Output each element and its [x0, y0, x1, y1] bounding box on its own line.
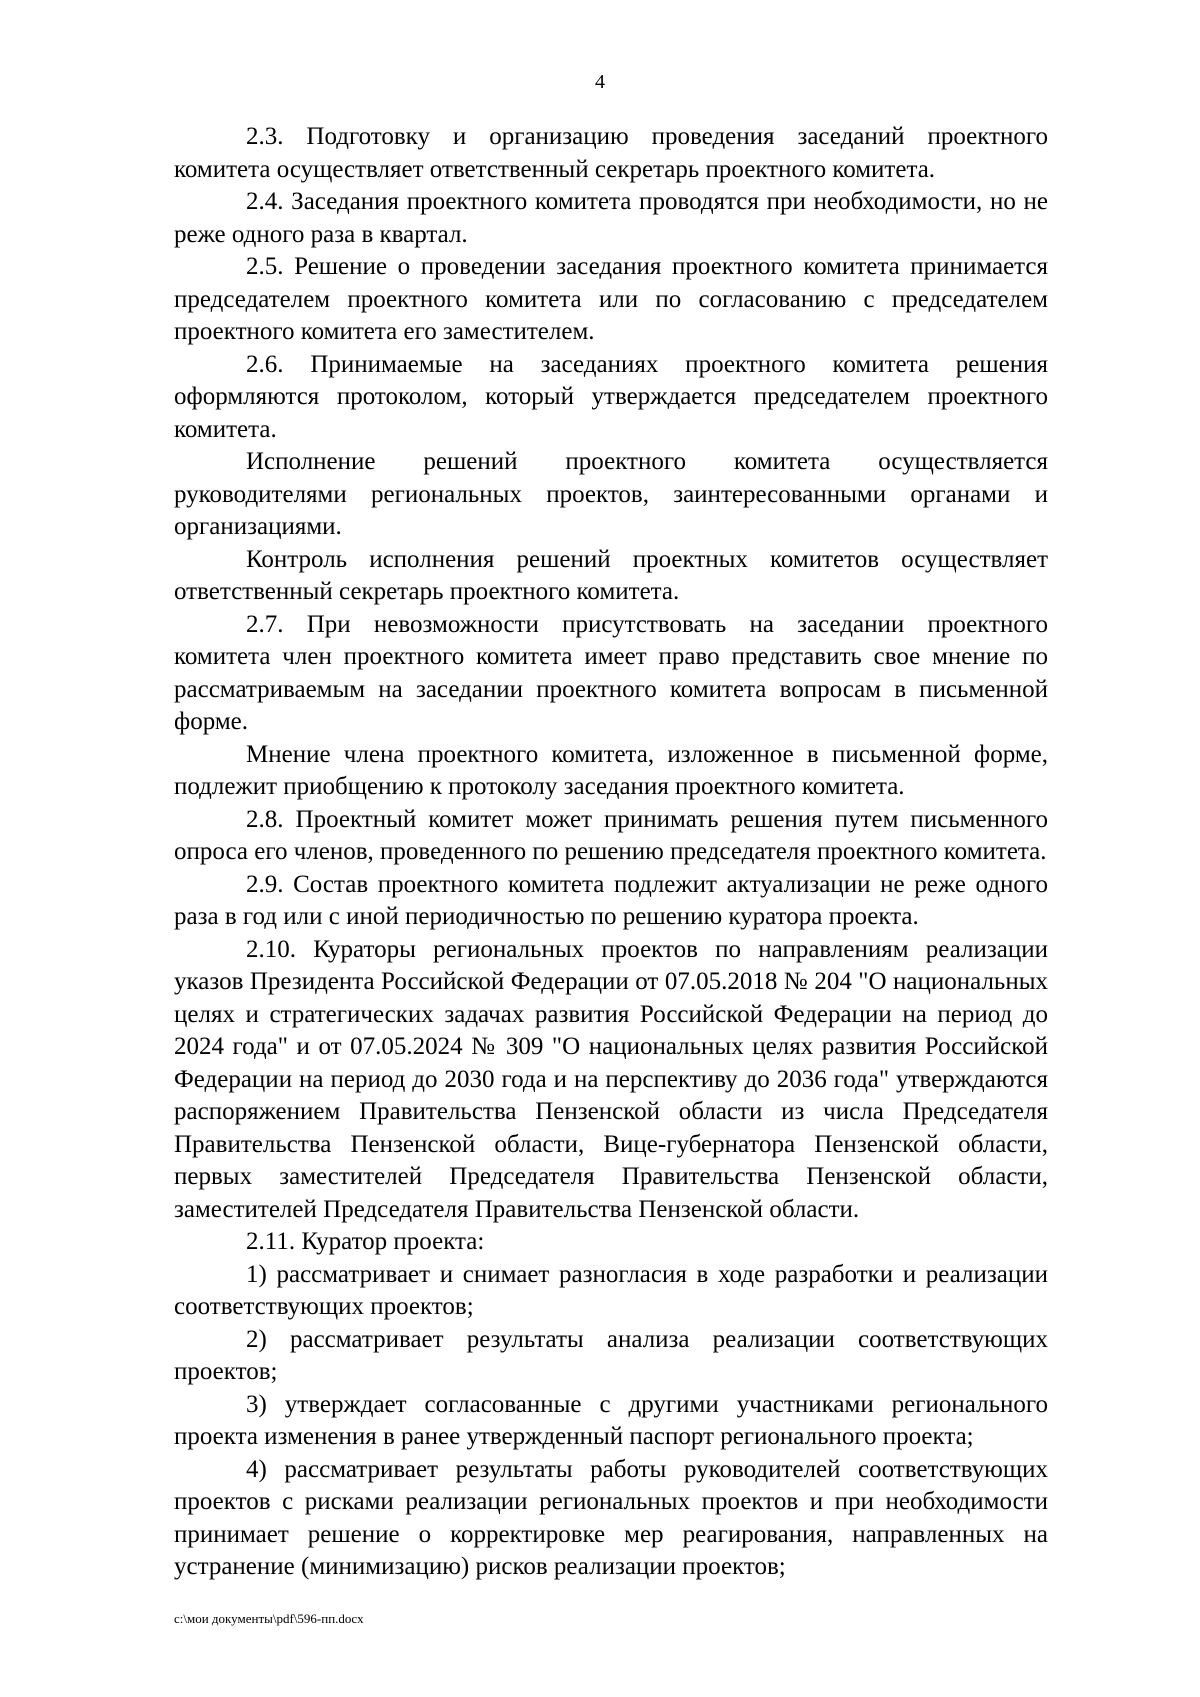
- document-body: [174, 121, 1048, 1584]
- paragraph-2-8: 2.8. Проектный комитет может принимать решения путем письменного опроса его членов, проведенного по решению председателя проектного комитета.: [174, 805, 1048, 865]
- page-number: 4: [595, 71, 605, 93]
- paragraph-2-6: 2.6. Принимаемые на заседаниях проектного комитета решения оформляются протоколом, который утверждается председателем проектного комитета.: [174, 350, 1048, 443]
- paragraph-2-4: 2.4. Заседания проектного комитета проводятся при необходимости, но не реже одного раза в квартал.: [174, 188, 1048, 248]
- paragraph-2-9: 2.9. Состав проектного комитета подлежит актуализации не реже одного раза в год или с иной периодичностью по решению куратора проекта.: [174, 870, 1048, 930]
- paragraph-2-6-execution: Исполнение решений проектного комитета осуществляется руководителями региональных проектов, заинтересованными органами и организациями.: [174, 448, 1048, 540]
- paragraph-2-11: 2.11. Куратор проекта:: [246, 1228, 485, 1255]
- list-item-2: 2) рассматривает результаты анализа реализации соответствующих проектов;: [174, 1325, 1048, 1385]
- paragraph-2-10: 2.10. Кураторы региональных проектов по направлениям реализации указов Президента Российской Федерации от 07.05.2018 № 204 "О национальных целях и стратегических задачах развития Российской Федерации на период до 2024 года" и от 07.05.2024 № 309 "О национальных целях развития Российской Федерации на период до 2030 года и на перспективу до 2036 года" утверждаются распоряжением Правительства Пензенской области из числа Председателя Правительства Пензенской области, Вице-губернатора Пензенской области, первых заместителей Председателя Правительства Пензенской области, заместителей Председателя Правительства Пензенской области.: [174, 935, 1048, 1223]
- paragraph-2-6-control: Контроль исполнения решений проектных комитетов осуществляет ответственный секретарь проектного комитета.: [174, 545, 1048, 605]
- paragraph-2-3: 2.3. Подготовку и организацию проведения заседаний проектного комитета осуществляет ответственный секретарь проектного комитета.: [174, 123, 1048, 183]
- list-item-3: 3) утверждает согласованные с другими участниками регионального проекта изменения в ранее утвержденный паспорт регионального проекта;: [174, 1390, 1048, 1450]
- paragraph-2-7-opinion: Мнение члена проектного комитета, изложенное в письменной форме, подлежит приобщению к протоколу заседания проектного комитета.: [174, 740, 1048, 800]
- paragraph-2-5: 2.5. Решение о проведении заседания проектного комитета принимается председателем проектного комитета или по согласованию с председателем проектного комитета его заместителем.: [174, 253, 1048, 345]
- paragraph-2-7: 2.7. При невозможности присутствовать на заседании проектного комитета член проектного комитета имеет право представить свое мнение по рассматриваемым на заседании проектного комитета вопросам в письменной форме.: [174, 610, 1048, 735]
- footer-file-path: c:\мои документы\pdf\596-пп.docx: [174, 1611, 364, 1626]
- list-item-4: 4) рассматривает результаты работы руководителей соответствующих проектов с рисками реализации региональных проектов и при необходимости принимает решение о корректировке мер реагирования, направленных на устранение (минимизацию) рисков реализации проектов;: [174, 1455, 1048, 1580]
- list-item-1: 1) рассматривает и снимает разногласия в ходе разработки и реализации соответствующих проектов;: [174, 1260, 1048, 1320]
